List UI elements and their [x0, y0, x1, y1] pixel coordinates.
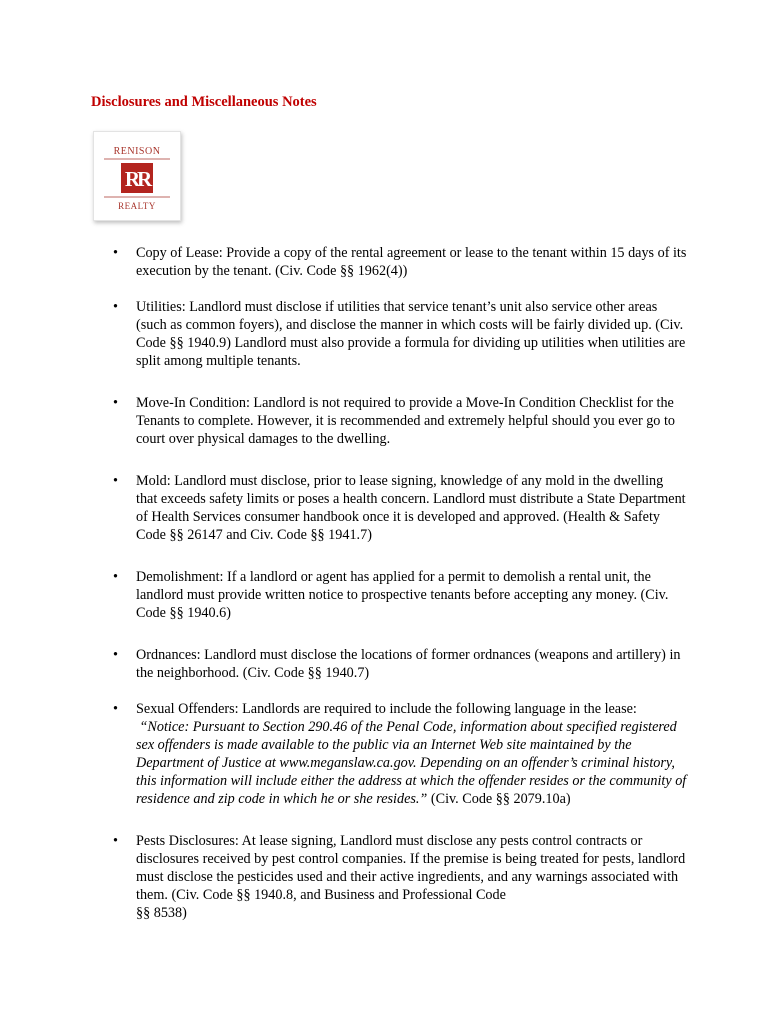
list-item	[108, 244, 688, 280]
item-citation: §§ 8538)	[136, 905, 187, 921]
logo-bottom-text: REALTY	[118, 201, 156, 211]
list-item	[108, 568, 688, 622]
page-title: Disclosures and Miscellaneous Notes	[91, 94, 317, 110]
item-text: Pests Disclosures: At lease signing, Landlord must disclose any pests control contracts or disclosures received by pest control companies. If the premise is being treated for pests, landlord must disclose the pesticides used and their active ingredients, and any warnings associated with them. (Civ. Code §§ 1940.8, and Business and Professional Code	[136, 833, 686, 903]
list-item	[108, 394, 688, 448]
list-item	[108, 832, 688, 922]
item-text: Ordnances: Landlord must disclose the locations of former ordnances (weapons and artillery) in the neighborhood. (Civ. Code §§ 1940.7)	[136, 647, 681, 681]
item-text: Mold: Landlord must disclose, prior to lease signing, knowledge of any mold in the dwelling that exceeds safety limits or poses a health concern. Landlord must distribute a State Department of Health Services consumer handbook once it is developed and approved. (Health & Safety Code §§ 26147 and Civ. Code §§ 1941.7)	[136, 473, 686, 543]
list-item	[108, 646, 688, 682]
legal-notice-quote: “Notice: Pursuant to Section 290.46 of the Penal Code, information about specified registered sex offenders is made available to the public via an Internet Web site maintained by the Department of Justice at www.meganslaw.ca.gov. Depending on an offender’s criminal history, this information will include either the address at which the offender resides or the community of residence and zip code in which he or she resides.”	[136, 719, 687, 807]
logo-monogram: RR	[124, 167, 150, 191]
item-text: Move-In Condition: Landlord is not required to provide a Move-In Condition Checklist for the Tenants to complete. However, it is recommended and extremely helpful should you ever go to court over physical damages to the dwelling.	[136, 395, 675, 447]
item-text: Utilities: Landlord must disclose if utilities that service tenant’s unit also service other areas (such as common foyers), and disclose the manner in which costs will be fairly divided up. (Civ. Code §§ 1940.9) Landlord must also provide a formula for dividing up utilities when utilities are split among multiple tenants.	[136, 299, 686, 369]
renison-realty-logo	[93, 131, 181, 221]
item-text: Sexual Offenders: Landlords are required to include the following language in the lease:	[136, 701, 637, 717]
item-citation: (Civ. Code §§ 2079.10a)	[430, 791, 571, 807]
list-item	[108, 298, 688, 370]
list-item	[108, 700, 688, 808]
logo-graphic	[94, 132, 180, 220]
disclosure-list	[108, 244, 688, 922]
list-item	[108, 472, 688, 544]
item-text: Copy of Lease: Provide a copy of the rental agreement or lease to the tenant within 15 days of its execution by the tenant. (Civ. Code §§ 1962(4))	[136, 245, 687, 279]
item-text: Demolishment: If a landlord or agent has applied for a permit to demolish a rental unit, the landlord must provide written notice to prospective tenants before accepting any money. (Civ. Code §§ 1940.6)	[136, 569, 669, 621]
logo-top-text: RENISON	[113, 146, 161, 157]
